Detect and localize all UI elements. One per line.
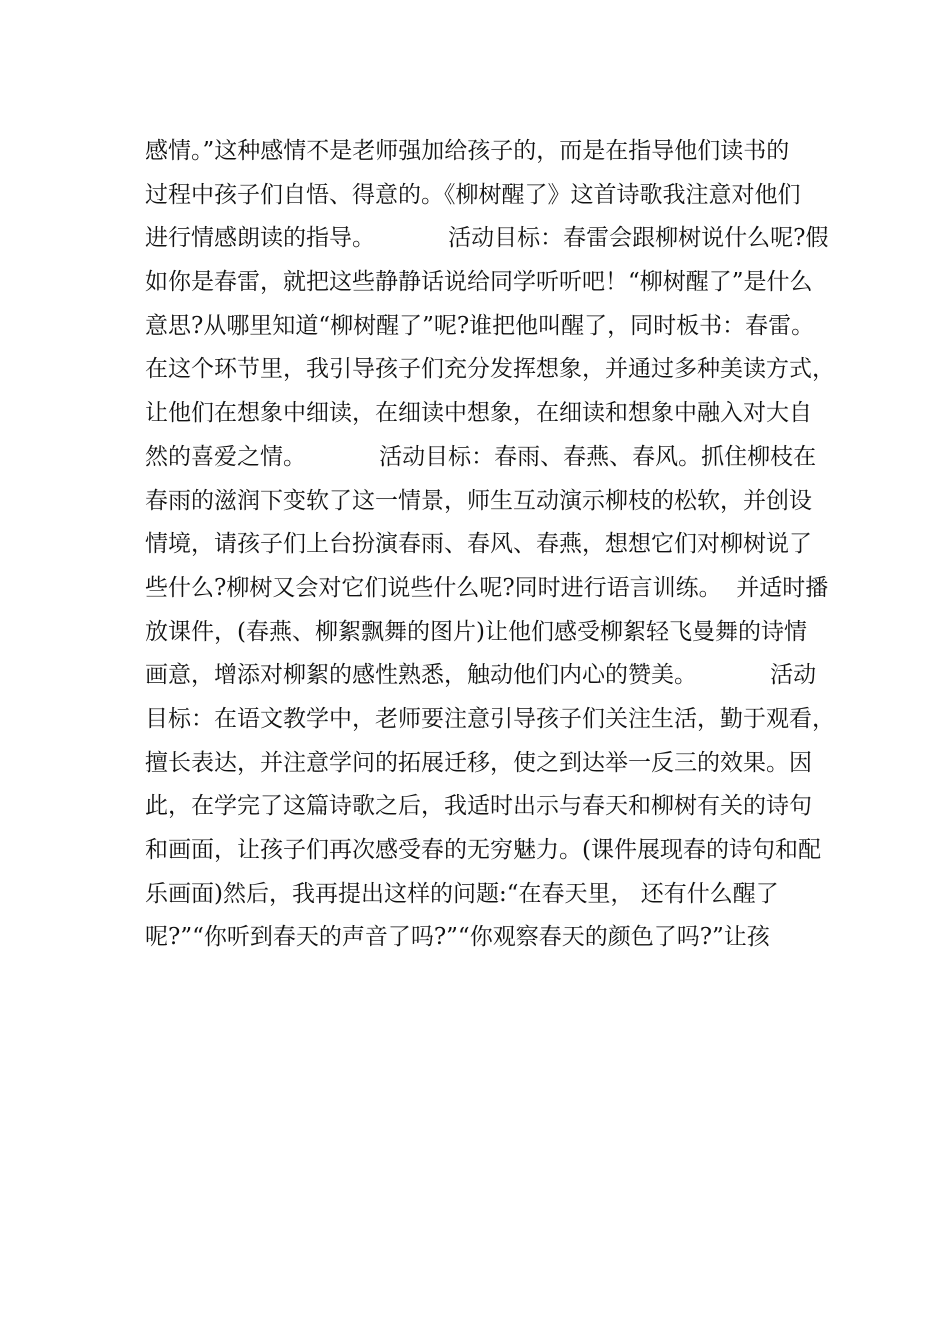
text-line-12: 放课件，(春燕、柳絮飘舞的图片)让他们感受柳絮轻飞曼舞的诗情	[145, 618, 807, 645]
text-line-9: 春雨的滋润下变软了这一情景，师生互动演示柳枝的松软，并创设	[145, 487, 812, 514]
text-line-10: 情境，请孩子们上台扮演春雨、春风、春燕，想想它们对柳树说了	[145, 531, 812, 558]
text-line-17: 和画面，让孩子们再次感受春的无穷魅力。(课件展现春的诗句和配	[145, 837, 821, 863]
text-line-14: 目标：在语文教学中，老师要注意引导孩子们关注生活，勤于观看，	[145, 705, 835, 732]
body-paragraph	[145, 130, 845, 960]
text-line-2: 过程中孩子们自悟、得意的。《柳树醒了》这首诗歌我注意对他们	[145, 181, 801, 208]
text-line-8: 然的喜爱之情。 活动目标：春雨、春燕、春风。抓住柳枝在	[145, 443, 817, 470]
text-line-4: 如你是春雷，就把这些静静话说给同学听听吧！“柳树醒了”是什么	[145, 269, 813, 296]
text-line-7: 让他们在想象中细读，在细读中想象，在细读和想象中融入对大自	[145, 400, 812, 427]
text-line-3: 进行情感朗读的指导。 活动目标：春雷会跟柳树说什么呢?假	[145, 225, 829, 252]
text-line-5: 意思?从哪里知道“柳树醒了”呢?谁把他叫醒了，同时板书：春雷。	[145, 312, 815, 339]
text-line-16: 此，在学完了这篇诗歌之后，我适时出示与春天和柳树有关的诗句	[145, 793, 812, 820]
text-line-18: 乐画面)然后，我再提出这样的问题:“在春天里， 还有什么醒了	[145, 880, 779, 907]
text-line-19: 呢?”“你听到春天的声音了吗?”“你观察春天的颜色了吗?”让孩	[145, 924, 770, 951]
text-line-1: 感情。”这种感情不是老师强加给孩子的，而是在指导他们读书的	[145, 138, 790, 164]
text-line-6: 在这个环节里，我引导孩子们充分发挥想象，并通过多种美读方式，	[145, 356, 835, 383]
text-line-11: 些什么?柳树又会对它们说些什么呢?同时进行语言训练。 并适时播	[145, 574, 829, 601]
text-line-13: 画意，增添对柳絮的感性熟悉，触动他们内心的赞美。 活动	[145, 662, 817, 689]
text-line-15: 擅长表达，并注意学问的拓展迁移，使之到达举一反三的效果。因	[145, 749, 812, 776]
